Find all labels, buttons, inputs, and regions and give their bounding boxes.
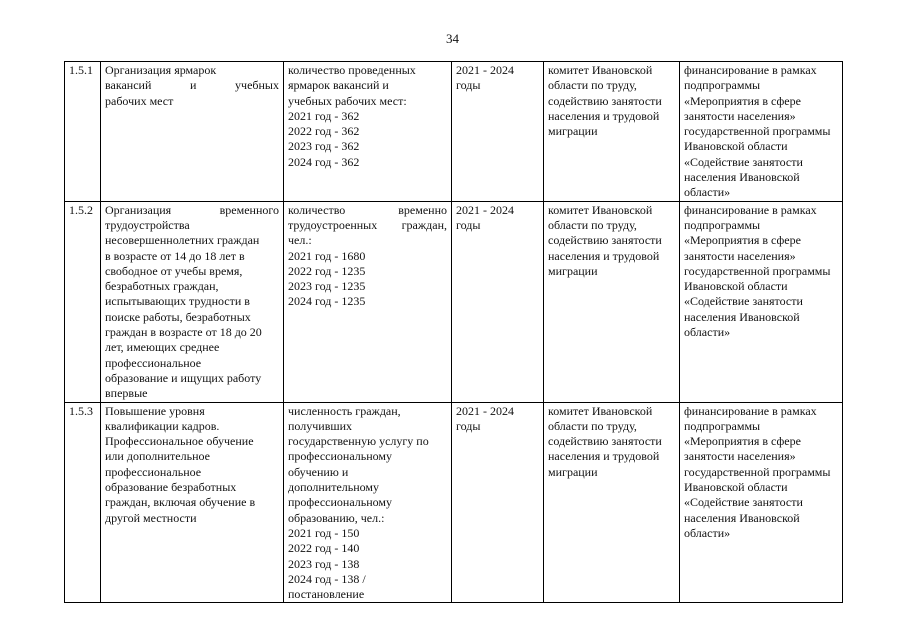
cell-text-line: 2023 год - 362 xyxy=(288,139,360,154)
cell-text-line: финансирование в рамках xyxy=(684,63,817,77)
event-cell xyxy=(101,62,284,202)
cell-text-line: населения и трудовой xyxy=(548,248,660,263)
cell-text-line: населения Ивановской xyxy=(684,309,800,324)
cell-text-line: профессиональное xyxy=(105,464,202,479)
cell-text-line: чел.: xyxy=(288,233,312,248)
period-cell xyxy=(452,402,544,603)
cell-text-line: впервые xyxy=(105,386,148,401)
cell-text-line: миграции xyxy=(548,464,598,479)
cell-text-line: комитет Ивановской xyxy=(548,202,653,217)
cell-text-line: 2021 год - 150 xyxy=(288,525,360,540)
cell-text-line: области по труду, xyxy=(548,217,637,232)
cell-text-line: обучению и xyxy=(288,464,349,479)
indicator-cell xyxy=(284,62,452,202)
cell-text-line: государственной программы xyxy=(684,464,831,479)
cell-text-line: «Мероприятия в сфере xyxy=(684,93,801,108)
table-row xyxy=(65,62,843,202)
row-number: 1.5.2 xyxy=(65,201,101,402)
cell-text-line: финансирование в рамках xyxy=(684,403,817,418)
cell-text-line: 2023 год - 1235 xyxy=(288,279,366,294)
cell-text-line: или дополнительное xyxy=(105,449,210,464)
cell-text-line: миграции xyxy=(548,263,598,278)
cell-text-line: образованию, чел.: xyxy=(288,510,385,525)
cell-text-line: 2021 - 2024 xyxy=(456,202,514,217)
cell-text-line: несовершеннолетних граждан xyxy=(105,233,260,248)
cell-text-line: занятости населения» xyxy=(684,108,796,123)
cell-text-line: области по труду, xyxy=(548,78,637,93)
cell-text-line: образование безработных xyxy=(105,480,237,495)
executor-cell xyxy=(544,62,680,202)
cell-text-line: «Содействие занятости xyxy=(684,154,803,169)
event-cell xyxy=(101,201,284,402)
cell-text-line: Ивановской области xyxy=(684,480,788,495)
cell-text-line: количество проведенных xyxy=(288,63,416,77)
cell-text-line: населения Ивановской xyxy=(684,510,800,525)
cell-text-line: государственной программы xyxy=(684,263,831,278)
cell-text-line: годы xyxy=(456,78,481,93)
cell-text-line: комитет Ивановской xyxy=(548,63,653,77)
cell-text-line: профессиональное xyxy=(105,355,202,370)
indicator-cell xyxy=(284,402,452,603)
cell-text-line: 2022 год - 1235 xyxy=(288,263,366,278)
cell-text-line: образование и ищущих работу xyxy=(105,370,262,385)
cell-text-line: населения Ивановской xyxy=(684,170,800,185)
cell-text-line: «Содействие занятости xyxy=(684,294,803,309)
cell-text-line: государственную услугу по xyxy=(288,434,429,449)
executor-cell xyxy=(544,402,680,603)
cell-text-line: годы xyxy=(456,217,481,232)
cell-word: граждан, xyxy=(401,217,447,232)
cell-text-line: поиске работы, безработных xyxy=(105,309,251,324)
event-cell xyxy=(101,402,284,603)
cell-text-line: 2024 год - 138 / xyxy=(288,571,366,586)
cell-text-line xyxy=(105,203,279,218)
cell-text-line: «Содействие занятости xyxy=(684,495,803,510)
funding-cell xyxy=(680,62,843,202)
period-cell xyxy=(452,62,544,202)
cell-text-line: квалификации кадров. xyxy=(105,418,220,433)
cell-text-line: занятости населения» xyxy=(684,449,796,464)
cell-word: учебных xyxy=(235,78,279,93)
cell-text-line: 2021 - 2024 xyxy=(456,403,514,418)
cell-text-line: рабочих мест xyxy=(105,93,174,108)
cell-text-line: населения и трудовой xyxy=(548,449,660,464)
cell-text-line: численность граждан, xyxy=(288,403,401,418)
cell-text-line: Ивановской области xyxy=(684,139,788,154)
cell-text-line: миграции xyxy=(548,124,598,139)
cell-text-line: населения и трудовой xyxy=(548,108,660,123)
cell-text-line: испытывающих трудности в xyxy=(105,294,250,309)
cell-text-line: профессиональному xyxy=(288,495,392,510)
cell-text-line: ярмарок вакансий и xyxy=(288,78,389,93)
cell-word: Организация xyxy=(105,202,172,217)
cell-text-line xyxy=(288,218,447,233)
cell-text-line: финансирование в рамках xyxy=(684,202,817,217)
cell-text-line: области по труду, xyxy=(548,418,637,433)
period-cell xyxy=(452,201,544,402)
cell-text-line: области» xyxy=(684,525,731,540)
cell-text-line: подпрограммы xyxy=(684,217,761,232)
cell-text-line: Организация ярмарок xyxy=(105,63,217,77)
row-number: 1.5.3 xyxy=(65,402,101,603)
page-number: 34 xyxy=(446,31,459,46)
cell-text-line: 2022 год - 140 xyxy=(288,541,360,556)
cell-text-line: 2024 год - 1235 xyxy=(288,294,366,309)
cell-text-line: Профессиональное обучение xyxy=(105,434,254,449)
executor-cell xyxy=(544,201,680,402)
cell-text-line: 2022 год - 362 xyxy=(288,124,360,139)
cell-word: трудоустроенных xyxy=(288,217,378,232)
cell-word: временно xyxy=(398,202,447,217)
cell-text-line: другой местности xyxy=(105,510,197,525)
cell-text-line: в возрасте от 14 до 18 лет в xyxy=(105,248,245,263)
cell-text-line: содействию занятости xyxy=(548,233,662,248)
table-row xyxy=(65,201,843,402)
cell-text-line: безработных граждан, xyxy=(105,279,219,294)
cell-word: вакансий xyxy=(105,78,152,93)
cell-text-line xyxy=(105,78,279,93)
indicator-cell xyxy=(284,201,452,402)
cell-text-line: государственной программы xyxy=(684,124,831,139)
cell-word: временного xyxy=(219,202,279,217)
cell-text-line: 2023 год - 138 xyxy=(288,556,360,571)
row-number: 1.5.1 xyxy=(65,62,101,202)
cell-text-line: 2021 год - 1680 xyxy=(288,248,366,263)
measures-table xyxy=(64,61,843,603)
cell-text-line: получивших xyxy=(288,418,353,433)
cell-text-line: 2021 год - 362 xyxy=(288,108,360,123)
cell-text-line: 2021 - 2024 xyxy=(456,63,514,77)
cell-text-line: 2024 год - 362 xyxy=(288,154,360,169)
cell-text-line: «Мероприятия в сфере xyxy=(684,434,801,449)
table-row xyxy=(65,402,843,603)
cell-text-line: «Мероприятия в сфере xyxy=(684,233,801,248)
cell-text-line: области» xyxy=(684,325,731,340)
cell-text-line: свободное от учебы время, xyxy=(105,263,243,278)
cell-text-line: граждан в возрасте от 18 до 20 xyxy=(105,325,262,340)
cell-text-line: граждан, включая обучение в xyxy=(105,495,256,510)
cell-word: количество xyxy=(288,202,346,217)
cell-text-line: учебных рабочих мест: xyxy=(288,93,407,108)
cell-text-line xyxy=(288,203,447,218)
cell-word: и xyxy=(190,78,197,93)
cell-text-line: постановление xyxy=(288,587,365,602)
cell-text-line: профессиональному xyxy=(288,449,392,464)
funding-cell xyxy=(680,402,843,603)
cell-text-line: годы xyxy=(456,418,481,433)
cell-text-line: содействию занятости xyxy=(548,434,662,449)
cell-text-line: трудоустройства xyxy=(105,217,190,232)
cell-text-line: подпрограммы xyxy=(684,78,761,93)
cell-text-line: содействию занятости xyxy=(548,93,662,108)
cell-text-line: Ивановской области xyxy=(684,279,788,294)
funding-cell xyxy=(680,201,843,402)
cell-text-line: дополнительному xyxy=(288,480,380,495)
cell-text-line: занятости населения» xyxy=(684,248,796,263)
cell-text-line: области» xyxy=(684,185,731,200)
cell-text-line: комитет Ивановской xyxy=(548,403,653,418)
cell-text-line: Повышение уровня xyxy=(105,403,205,418)
cell-text-line: подпрограммы xyxy=(684,418,761,433)
cell-text-line: лет, имеющих среднее xyxy=(105,340,220,355)
